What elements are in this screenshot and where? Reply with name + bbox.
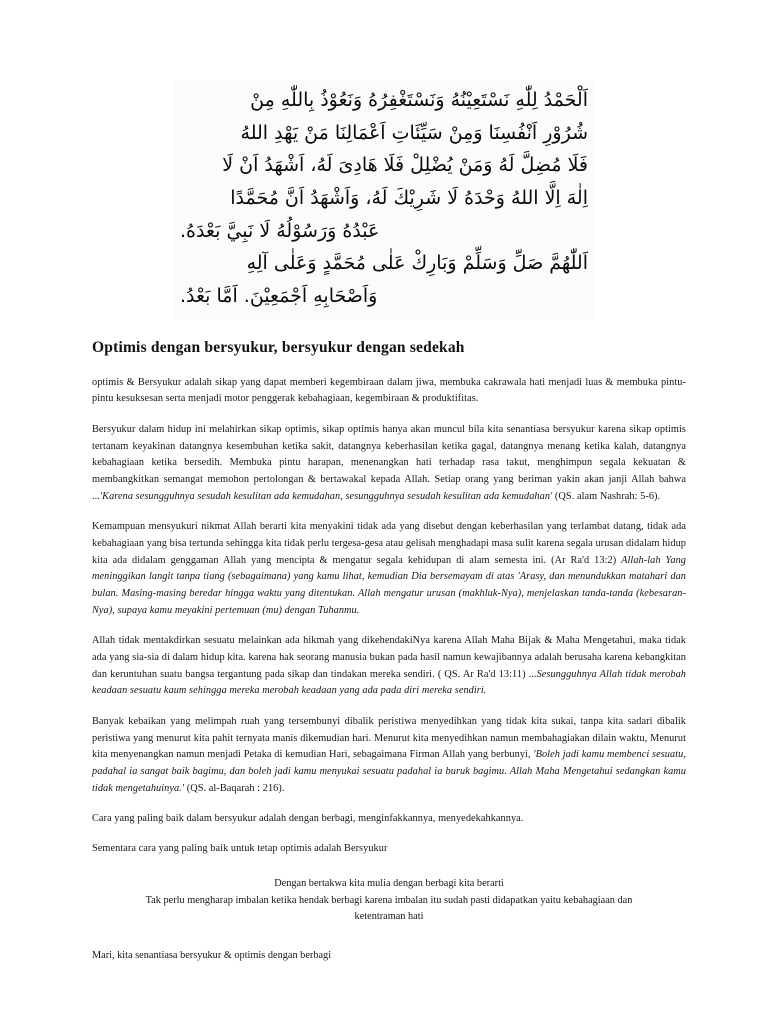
paragraph-5-segment-3: (QS. al-Baqarah : 216). — [184, 782, 285, 794]
paragraph-2-segment-2: 'Karena sesungguhnya sesudah kesulitan ada kemudahan, sesungguhnya sesudah kesulitan ada kemudahan' — [99, 490, 553, 502]
arabic-calligraphy-image — [174, 80, 594, 319]
paragraph-1 — [92, 375, 686, 408]
paragraph-2-segment-1: Bersyukur dalam hidup ini melahirkan sikap optimis, sikap optimis hanya akan muncul bila kita senantiasa bersyukur karena sikap optimis tertanam keyakinan datangnya kesembuhan ketika sakit, datangnya keberhasilan ketika gagal, datangnya menang ketika kalah, datangnya kebahagiaan ketika bersedih. Membuka pintu harapan, menenangkan hati terhadap rasa takut, menghimpun segala kekuatan & membangkitkan semangat memohon pertolongan & bertawakal kepada Allah. Setiap orang yang beriman yakin akan janji Allah bahwa ... — [92, 424, 686, 502]
arabic-line-2: شُرُوْرِ اَنْفُسِنَا وَمِنْ سَيِّئَاتِ اَعْمَالِنَا مَنْ يَهْدِ اللهُ — [240, 121, 588, 144]
arabic-header-block — [0, 0, 768, 325]
paragraph-2-segment-3: (QS. alam Nashrah: 5-6). — [552, 490, 661, 502]
arabic-line-7: وَاَصْحَابِهِ اَجْمَعِيْنَ. اَمَّا بَعْدُ. — [180, 285, 378, 308]
paragraph-4-segment-2: Sesungguhnya Allah tidak merobah keadaan sesuatu kaum sehingga mereka merobah keadaan yang ada pada diri mereka sendiri. — [92, 668, 686, 697]
arabic-line-5: عَبْدُهُ وَرَسُوْلُهُ لَا نَبِيَّ بَعْدَهُ. — [180, 219, 380, 242]
paragraph-5 — [92, 714, 686, 797]
closing-line: Mari, kita senantiasa bersyukur & optimis dengan berbagi — [92, 949, 332, 961]
centered-line-2: Tak perlu mengharap imbalan ketika hendak berbagi karena imbalan itu sudah pasti didapatkan yaitu kebahagiaan dan — [145, 894, 633, 906]
arabic-line-6: اَللّٰهُمَّ صَلِّ وَسَلِّمْ وَبَارِكْ عَلٰى مُحَمَّدٍ وَعَلٰى آلِهِ — [246, 252, 588, 275]
paragraph-7-segment-1: Sementara cara yang paling baik untuk tetap optimis adalah Bersyukur — [92, 843, 388, 855]
paragraph-3 — [92, 519, 686, 619]
paragraph-5-segment-2: 'Boleh jadi kamu membenci sesuatu, padahal ia sangat baik bagimu, dan boleh jadi kamu menyukai sesuatu padahal ia buruk bagimu. Allah Maha Mengetahui sedangkan kamu tidak mengetahuinya.' — [92, 749, 686, 794]
centered-line-1: Dengan bertakwa kita mulia dengan berbagi kita berarti — [274, 877, 504, 889]
paragraph-1-segment-1: optimis & Bersyukur adalah sikap yang dapat memberi kegembiraan dalam jiwa, membuka cakrawala hati menjadi luas & membuka pintu-pintu kesuksesan serta menjadi motor penggerak kebahagiaan, kegembiraan & produktifitas. — [92, 376, 686, 405]
arabic-line-3: فَلَا مُضِلَّ لَهُ وَمَنْ يُضْلِلْ فَلَا هَادِىَ لَهُ، اَشْهَدُ اَنْ لَا — [222, 154, 588, 177]
centered-closing-block — [92, 876, 686, 926]
paragraph-5-segment-1: Banyak kebaikan yang melimpah ruah yang tersembunyi dibalik peristiwa menyedihkan yang tidak kita sukai, tanpa kita sadari dibalik peristiwa yang menurut kita pahit ternyata manis dikemudian hari. Menurut kita menyedihkan namun membahagiakan dilain waktu, Menurut kita menyenangkan namun menjadi Petaka di kemudian Hari, sebagaimana Firman Allah yang berbunyi, — [92, 716, 686, 761]
page-title: Optimis dengan bersyukur, bersyukur dengan sedekah — [92, 338, 465, 356]
paragraph-7 — [92, 841, 686, 858]
centered-line-3: ketentraman hati — [354, 911, 424, 923]
arabic-line-4: اِلٰهَ اِلَّا اللهُ وَحْدَهُ لَا شَرِيْكَ لَهُ، وَاَشْهَدُ اَنَّ مُحَمَّدًا — [230, 187, 588, 210]
arabic-line-1: اَلْحَمْدُ لِلّٰهِ نَسْتَعِيْنُهُ وَنَسْتَغْفِرُهُ وَنَعُوْذُ بِاللّٰهِ مِنْ — [250, 89, 588, 111]
paragraph-2 — [92, 422, 686, 505]
paragraph-6-segment-1: Cara yang paling baik dalam bersyukur adalah dengan berbagi, menginfakkannya, menyedekahkannya. — [92, 813, 524, 825]
paragraph-3-segment-1: Kemampuan mensyukuri nikmat Allah berarti kita menyakini tidak ada yang disebut dengan keberhasilan yang terlambat datang, tidak ada kebahagiaan yang bisa tertunda sehingga kita tidak perlu tergesa-gesa atau gelisah menghadapi masa sulit karena segala urusan didalam hidup kita ada didalam genggaman Allah yang mencipta & mengatur segala kehidupan di alam semesta ini. (Ar Ra'd 13:2) — [92, 521, 686, 566]
paragraph-4 — [92, 633, 686, 700]
paragraph-3-segment-2: Allah-lah Yang meninggikan langit tanpa tiang (sebagaimana) yang kamu lihat, kemudian Dia bersemayam di atas 'Arasy, dan menundukkan matahari dan bulan. Masing-masing beredar hingga waktu yang ditentukan. Allah mengatur urusan (makhluk-Nya), menjelaskan tanda-tanda (kebesaran-Nya), supaya kamu meyakini pertemuan (mu) dengan Tuhanmu. — [92, 554, 686, 616]
paragraph-4-segment-1: Allah tidak mentakdirkan sesuatu melainkan ada hikmah yang dikehendakiNya karena Allah Maha Bijak & Maha Mengetahui, maka tidak ada yang sia-sia di dalam hidup kita. karena hak seorang manusia bukan pada hasil namun kewajibannya adalah berusaha karena kebangkitan dan keruntuhan suatu bangsa tergantung pada sikap dan tindakan mereka sendiri. ( QS. Ar Ra'd 13:11) ... — [92, 635, 686, 680]
document-body — [0, 375, 768, 965]
paragraph-6 — [92, 811, 686, 828]
